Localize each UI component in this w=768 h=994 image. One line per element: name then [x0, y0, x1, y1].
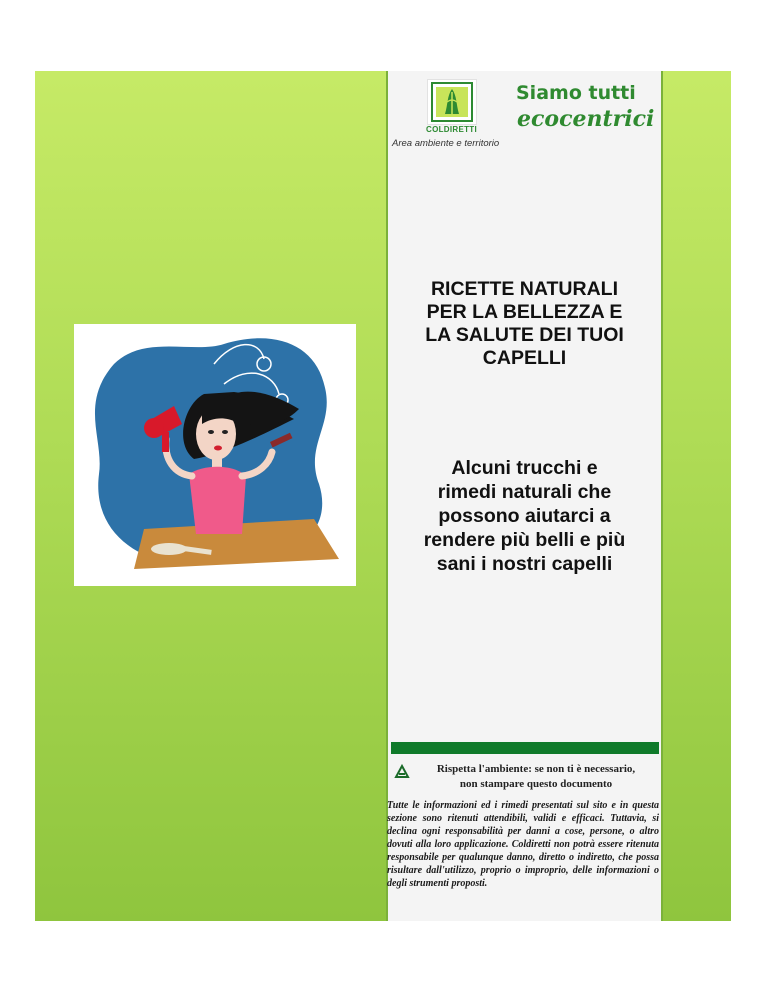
- subtitle-line: rendere più belli e più: [423, 529, 626, 551]
- slogan-line1: Siamo tutti: [516, 82, 636, 104]
- subtitle-line: sani i nostri capelli: [436, 553, 613, 575]
- eco-note-line2: non stampare questo documento: [459, 778, 613, 790]
- title-line: CAPELLI: [482, 347, 567, 369]
- subtitle-line: rimedi naturali che: [437, 481, 612, 503]
- title-line: LA SALUTE DEI TUOI: [425, 324, 624, 346]
- eco-note: [414, 762, 658, 792]
- document-subtitle: [392, 456, 657, 576]
- subtitle-line: Alcuni trucchi e: [451, 457, 598, 479]
- eco-note-line1: Rispetta l'ambiente: se non ti è necessario,: [436, 763, 636, 775]
- woman-drying-hair-illustration: [74, 324, 356, 586]
- logo-name: COLDIRETTI: [426, 125, 477, 134]
- title-line: PER LA BELLEZZA E: [426, 301, 623, 323]
- area-label: Area ambiente e territorio: [392, 138, 500, 149]
- green-divider-bar: [391, 742, 659, 754]
- disclaimer-text: Tutte le informazioni ed i rimedi presentati sul sito e in questa sezione sono ritenuti attendibili, validi e efficaci. Tuttavia, si declina ogni responsabilità per danni a cose, persone, o altro dovuti alla loro applicazione. Coldiretti non potrà essere ritenuta responsabile per qualunque danno, diretto o indiretto, che possa risultare dall'utilizzo, proprio o improprio, delle informazioni o degli strumenti proposti.: [387, 800, 659, 889]
- document-title: [392, 278, 657, 370]
- slogan-line2: ecocentrici: [517, 106, 655, 132]
- title-line: RICETTE NATURALI: [430, 278, 619, 300]
- coldiretti-logo: [427, 79, 477, 125]
- subtitle-line: possono aiutarci a: [438, 505, 611, 527]
- recycle-icon: [393, 763, 411, 781]
